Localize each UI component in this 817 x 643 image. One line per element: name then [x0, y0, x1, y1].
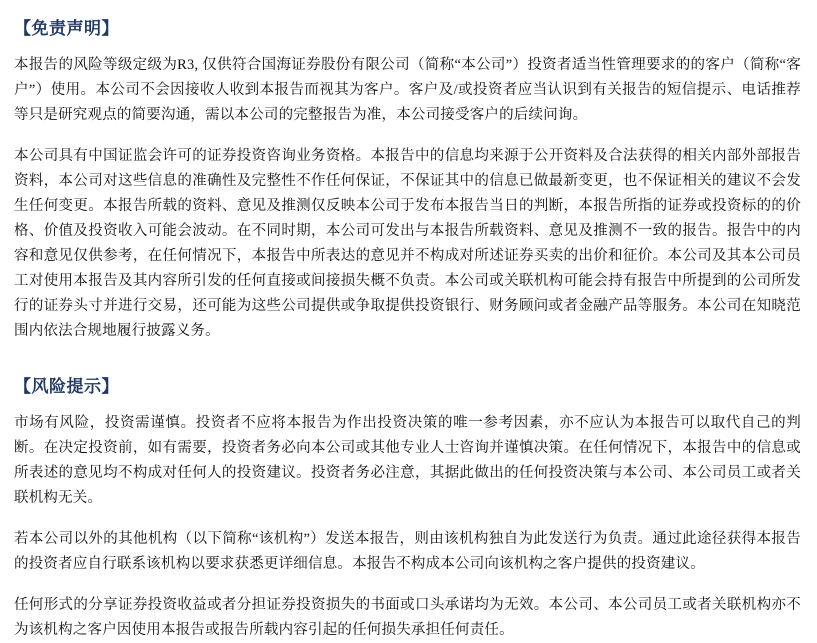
risk-warning-paragraph-2: 若本公司以外的其他机构（以下简称“该机构”）发送本报告，则由该机构独自为此发送行为负责。通过此途径获得本报告的投资者应自行联系该机构以要求获悉更详细信息。本报告不构成本公司向该机构之客户提供的投资建议。 — [14, 531, 801, 572]
disclaimer-paragraph-1: 本报告的风险等级定级为R3, 仅供符合国海证券股份有限公司（简称“本公司”）投资者适当性管理要求的的客户（简称“客户”）使用。本公司不会因接收人收到本报告而视其为客户。客户及/或投资者应当认识到有关报告的短信提示、电话推荐等只是研究观点的简要沟通，需以本公司的完整报告为准，本公司接受客户的后续问询。 — [14, 57, 801, 123]
disclaimer-heading: 【免责声明】 — [14, 19, 119, 38]
risk-warning-section — [14, 372, 801, 643]
risk-warning-heading: 【风险提示】 — [14, 377, 119, 396]
disclaimer-section — [14, 14, 801, 344]
disclaimer-paragraph-2: 本公司具有中国证监会许可的证券投资咨询业务资格。本报告中的信息均来源于公开资料及合法获得的相关内部外部报告资料，本公司对这些信息的准确性及完整性不作任何保证，不保证其中的信息已做最新变更，也不保证相关的建议不会发生任何变更。本报告所载的资料、意见及推测仅反映本公司于发布本报告当日的判断，本报告所指的证券或投资标的的价格、价值及投资收入可能会波动。在不同时期，本公司可发出与本报告所载资料、意见及推测不一致的报告。报告中的内容和意见仅供参考，在任何情况下，本报告中所表达的意见并不构成对所述证券买卖的出价和征价。本公司及其本公司员工对使用本报告及其内容所引发的任何直接或间接损失概不负责。本公司或关联机构可能会持有报告中所提到的公司所发行的证券头寸并进行交易，还可能为这些公司提供或争取提供投资银行、财务顾问或者金融产品等服务。本公司在知晓范围内依法合规地履行披露义务。 — [14, 148, 801, 339]
risk-warning-paragraph-1: 市场有风险，投资需谨慎。投资者不应将本报告为作出投资决策的唯一参考因素，亦不应认为本报告可以取代自己的判断。在决定投资前，如有需要，投资者务必向本公司或其他专业人士咨询并谨慎决策。在任何情况下，本报告中的信息或所表述的意见均不构成对任何人的投资建议。投资者务必注意，其据此做出的任何投资决策与本公司、本公司员工或者关联机构无关。 — [14, 415, 801, 506]
risk-warning-paragraph-3: 任何形式的分享证券投资收益或者分担证券投资损失的书面或口头承诺均为无效。本公司、本公司员工或者关联机构亦不为该机构之客户因使用本报告或报告所载内容引起的任何损失承担任何责任。 — [14, 597, 801, 638]
